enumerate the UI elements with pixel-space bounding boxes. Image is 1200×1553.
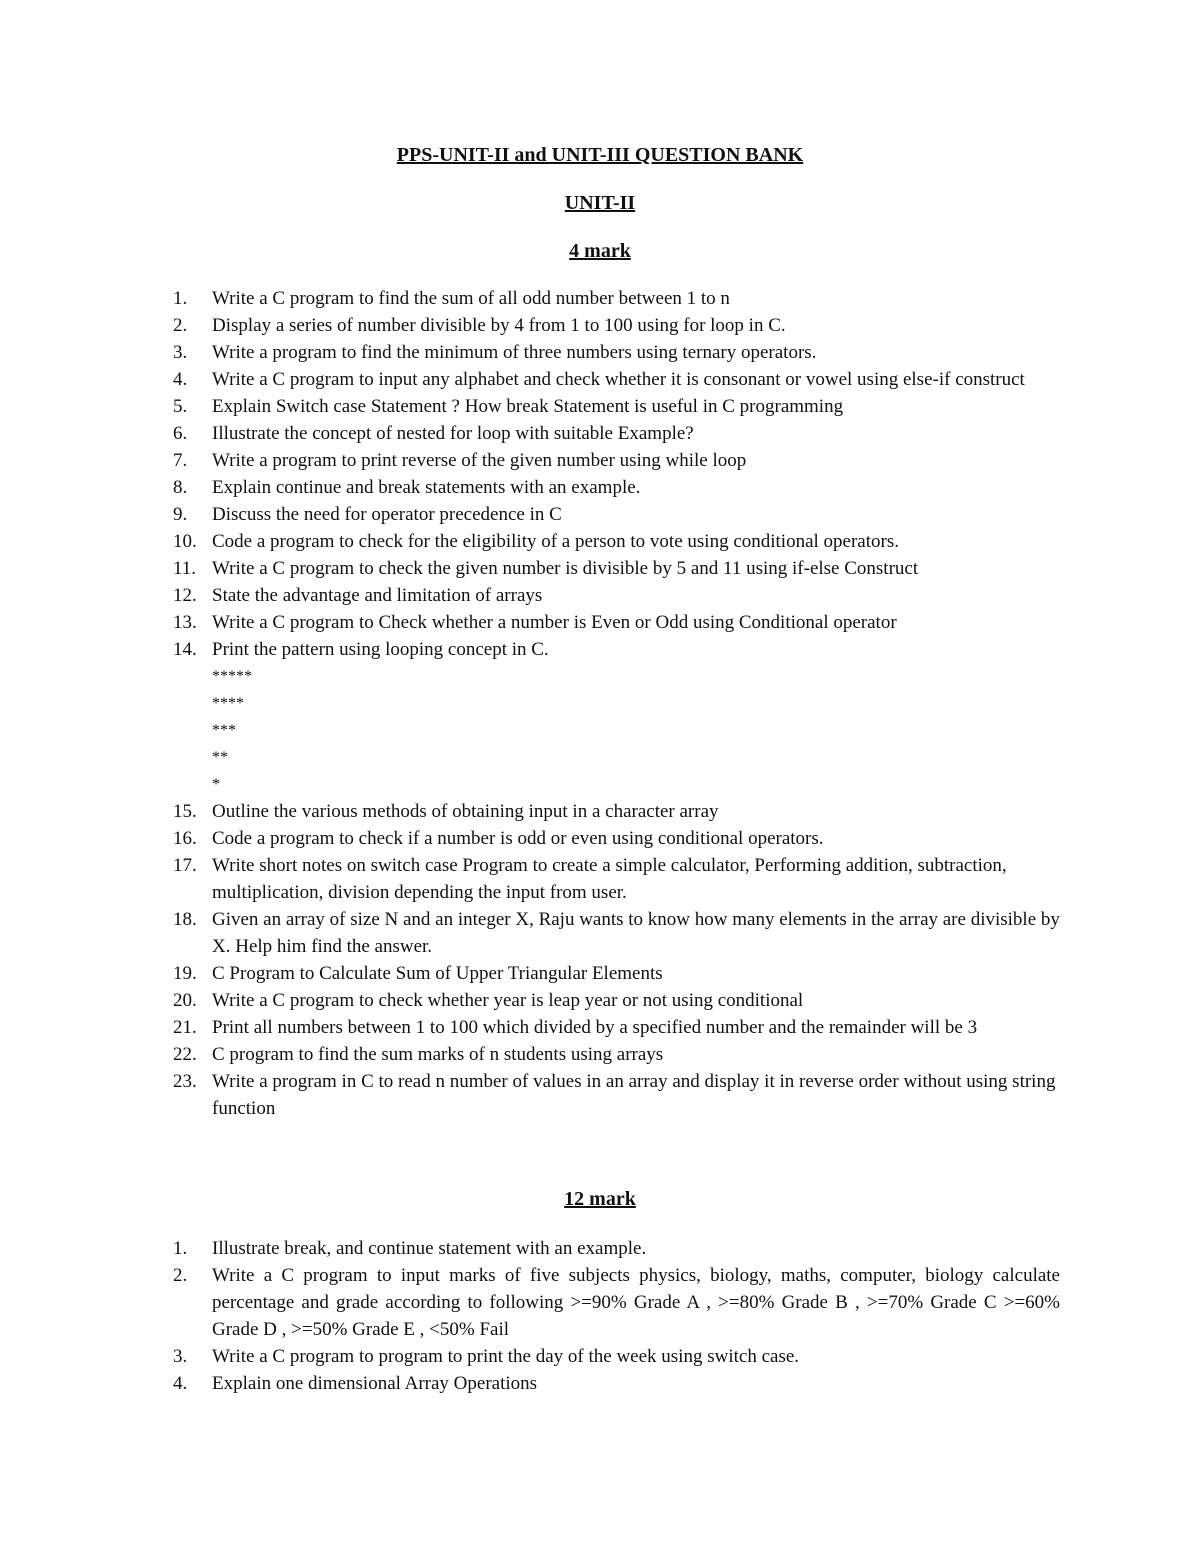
question-item [0,312,1200,339]
question-number: 13. [173,612,197,633]
document-title: PPS-UNIT-II and UNIT-III QUESTION BANK [396,144,804,166]
question-list-12-mark [0,1235,1200,1397]
question-number: 4. [173,1373,188,1394]
question-text: Write a C program to input any alphabet and check whether it is consonant or vowel using else-if construct [212,369,1025,390]
question-item [0,1262,1200,1343]
question-text: State the advantage and limitation of arrays [212,585,543,606]
question-item [0,636,1200,798]
question-item [0,960,1200,987]
pattern-line: ***** [212,668,252,685]
question-number: 18. [173,909,197,930]
question-number: 1. [173,1238,188,1259]
question-item [0,555,1200,582]
question-item [0,501,1200,528]
question-number: 3. [173,342,188,363]
question-text: Write a C program to find the sum of all odd number between 1 to n [212,288,730,309]
question-item [0,1370,1200,1397]
unit-heading: UNIT-II [564,192,636,214]
question-number: 10. [173,531,197,552]
question-text: Illustrate break, and continue statement with an example. [212,1238,647,1259]
question-number: 16. [173,828,197,849]
question-number: 5. [173,396,188,417]
question-number: 12. [173,585,197,606]
question-text: Write a program in C to read n number of values in an array and display it in reverse order without using string function [212,1071,1056,1119]
pattern-line: *** [212,722,236,739]
question-text: Write a program to print reverse of the given number using while loop [212,450,747,471]
question-number: 11. [173,558,197,579]
question-number: 20. [173,990,197,1011]
question-number: 23. [173,1071,197,1092]
question-number: 2. [173,1265,188,1286]
question-number: 6. [173,423,188,444]
question-number: 4. [173,369,188,390]
question-item [0,339,1200,366]
question-number: 21. [173,1017,197,1038]
question-item [0,285,1200,312]
pattern-line: ** [212,749,228,766]
question-text: Code a program to check if a number is odd or even using conditional operators. [212,828,824,849]
question-text: Write a C program to check the given number is divisible by 5 and 11 using if-else Construct [212,558,919,579]
question-item [0,852,1200,906]
question-number: 7. [173,450,188,471]
question-item [0,798,1200,825]
question-text: Write a program to find the minimum of three numbers using ternary operators. [212,342,817,363]
question-number: 17. [173,855,197,876]
question-item [0,825,1200,852]
question-text: Given an array of size N and an integer X, Raju wants to know how many elements in the array are divisible by X. Help him find the answer. [212,909,1060,957]
question-text: Write a C program to input marks of five subjects physics, biology, maths, computer, biology calculate percentage and grade according to following >=90% Grade A , >=80% Grade B , >=70% Grade C >=60% Grade D , >=50% Grade E , <50% Fail [212,1265,1060,1340]
question-item [0,1014,1200,1041]
section-heading-4-mark: 4 mark [569,240,631,262]
question-number: 19. [173,963,197,984]
question-text: Print all numbers between 1 to 100 which divided by a specified number and the remainder will be 3 [212,1017,978,1038]
question-number: 1. [173,288,188,309]
question-item [0,393,1200,420]
question-number: 2. [173,315,188,336]
question-text: Discuss the need for operator precedence in C [212,504,562,525]
question-item [0,1068,1200,1122]
question-text: Write a C program to program to print the day of the week using switch case. [212,1346,800,1367]
question-item [0,906,1200,960]
question-text: Illustrate the concept of nested for loop with suitable Example? [212,423,694,444]
question-text: C program to find the sum marks of n students using arrays [212,1044,664,1065]
question-item [0,1235,1200,1262]
question-number: 15. [173,801,197,822]
question-number: 8. [173,477,188,498]
question-item [0,1041,1200,1068]
question-number: 22. [173,1044,197,1065]
question-text: Print the pattern using looping concept in C. [212,639,549,660]
question-text: Display a series of number divisible by 4 from 1 to 100 using for loop in C. [212,315,786,336]
question-text: Explain one dimensional Array Operations [212,1373,538,1394]
question-item [0,1343,1200,1370]
question-number: 3. [173,1346,188,1367]
question-item [0,528,1200,555]
section-heading-12-mark: 12 mark [564,1188,636,1210]
question-text: Write a C program to Check whether a number is Even or Odd using Conditional operator [212,612,897,633]
question-item [0,987,1200,1014]
question-item [0,420,1200,447]
question-item [0,474,1200,501]
question-text: Outline the various methods of obtaining input in a character array [212,801,719,822]
question-text: Code a program to check for the eligibility of a person to vote using conditional operators. [212,531,899,552]
question-text: Explain Switch case Statement ? How break Statement is useful in C programming [212,396,844,417]
question-text: Explain continue and break statements with an example. [212,477,641,498]
question-text: C Program to Calculate Sum of Upper Triangular Elements [212,963,663,984]
question-number: 14. [173,639,197,660]
pattern-line: **** [212,695,244,712]
question-text: Write a C program to check whether year is leap year or not using conditional [212,990,804,1011]
question-item [0,609,1200,636]
pattern-line: * [212,776,220,793]
question-list-4-mark [0,285,1200,1122]
question-item [0,366,1200,393]
question-text: Write short notes on switch case Program to create a simple calculator, Performing addition, subtraction, multiplication, division depending the input from user. [212,855,1007,903]
question-item [0,582,1200,609]
question-number: 9. [173,504,188,525]
question-item [0,447,1200,474]
